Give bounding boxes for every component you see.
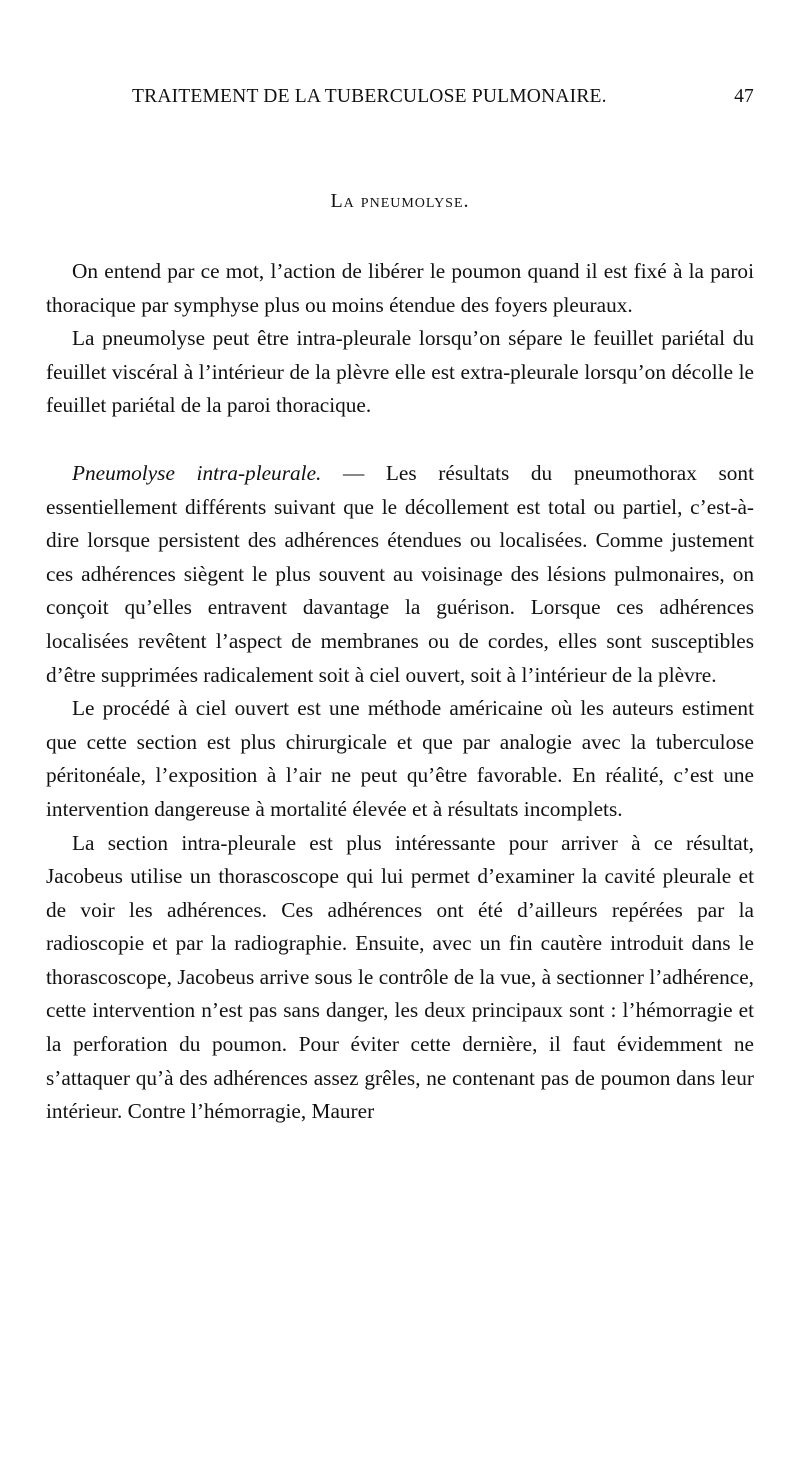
paragraph-types: La pneumolyse peut être intra-pleurale lorsqu’on sépare le feuillet pariétal du feuillet viscéral à l’intérieur de la plèvre elle est extra-pleurale lorsqu’on décolle le feuillet pariétal de la paroi thoracique.	[46, 326, 754, 418]
running-title: TRAITEMENT DE LA TUBERCULOSE PULMONAIRE.	[132, 86, 607, 107]
paragraph-intrapleural-section: La section intra-pleurale est plus intéressante pour arriver à ce résultat, Jacobeus utilise un thorascoscope qui lui permet d’examiner la cavité pleurale et de voir les adhérences. Ces adhérences ont été d’ailleurs repérées par la radioscopie et par la radiographie. Ensuite, avec un fin cautère introduit dans le thorascoscope, Jacobeus arrive sous le contrôle de la vue, à sectionner l’adhérence, cette intervention n’est pas sans danger, les deux principaux sont : l’hémorragie et la perforation du poumon. Pour éviter cette dernière, il faut évidemment ne s’attaquer qu’à des adhérences assez grêles, ne contenant pas de poumon dans leur intérieur. Contre l’hémorragie, Maurer	[46, 830, 754, 1124]
paragraph-subsection	[46, 457, 754, 692]
section-title: La pneumolyse.	[330, 190, 470, 212]
running-header	[46, 86, 754, 116]
body-text	[46, 255, 754, 1129]
page-number: 47	[734, 86, 754, 107]
paragraph-definition: On entend par ce mot, l’action de libérer le poumon quand il est fixé à la paroi thoracique par symphyse plus ou moins étendue des foyers pleuraux.	[46, 259, 754, 317]
subsection-lead-text: — Les résultats du pneumothorax sont essentiellement différents suivant que le décollement est total ou partiel, c’est-à-dire lorsque persistent des adhérences étendues ou localisées. Comme justement ces adhérences siègent le plus souvent au voisinage des lésions pulmonaires, on conçoit qu’elles entravent davantage la guérison. Lorsque ces adhérences localisées revêtent l’aspect de membranes ou de cordes, elles sont susceptibles d’être supprimées radicalement soit à ciel ouvert, soit à l’intérieur de la plèvre.	[46, 460, 754, 687]
paragraph-open-procedure: Le procédé à ciel ouvert est une méthode américaine où les auteurs estiment que cette section est plus chirurgicale et que par analogie avec la tuberculose péritonéale, l’exposition à l’air ne peut qu’être favorable. En réalité, c’est une intervention dangereuse à mortalité élevée et à résultats incomplets.	[46, 696, 754, 821]
subsection-title: Pneumolyse intra-pleurale.	[72, 460, 322, 485]
